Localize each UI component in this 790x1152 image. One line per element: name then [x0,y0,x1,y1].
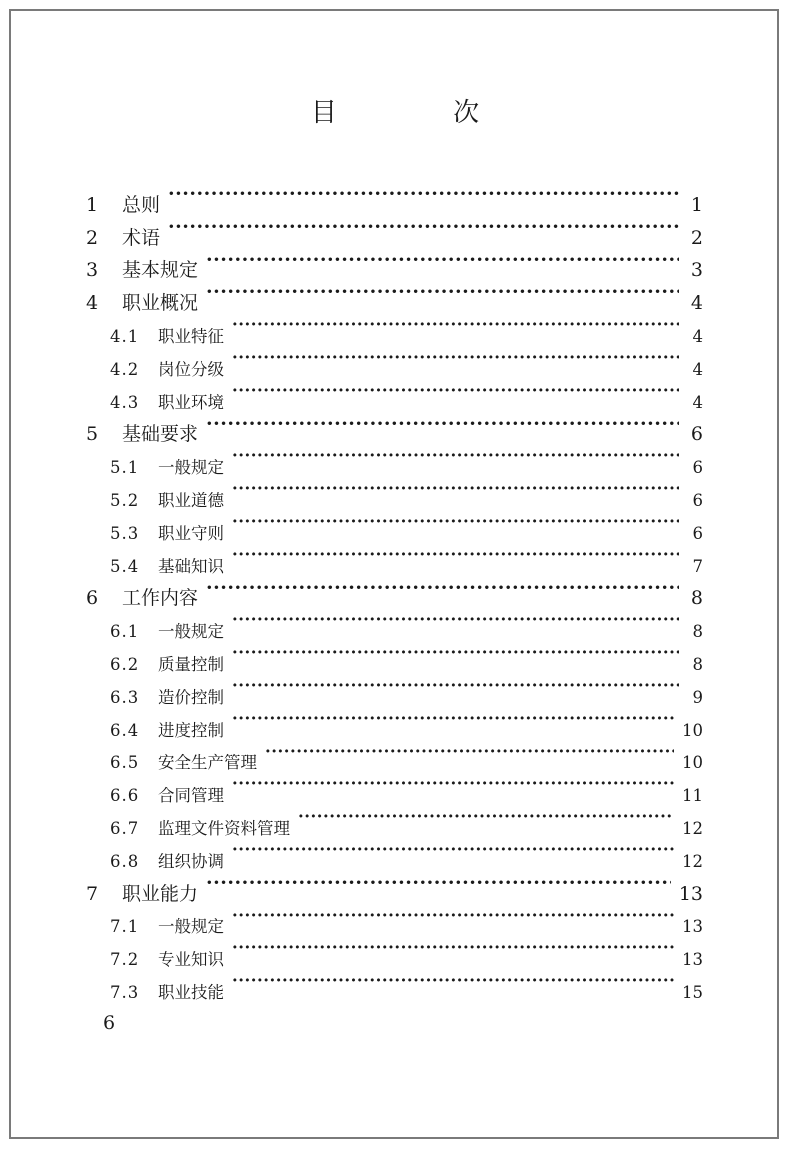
toc-dot-leader [232,440,679,473]
toc-entry-label: 造价控制 [158,687,224,707]
toc-entry-label: 安全生产管理 [158,753,257,773]
toc-entry-label: 一般规定 [158,622,224,642]
toc-entry-label: 职业守则 [158,523,224,543]
toc-entry-number: 6.8 [110,851,140,871]
page-number: 6 [103,1012,116,1034]
toc-entry[interactable] [86,178,703,216]
toc-entry-number: 6.5 [110,753,140,773]
toc-entry-number: 3 [86,259,99,282]
toc-entry-page: 13 [682,917,703,937]
toc-entry-label: 职业概况 [122,292,199,315]
toc-dot-leader [232,834,674,867]
toc-entry-label: 职业环境 [158,392,224,412]
toc-entry-page: 6 [692,523,703,543]
toc-entry-label: 岗位分级 [158,359,224,379]
toc-dot-leader [206,867,671,900]
toc-dot-leader [206,572,679,605]
toc-entry-page: 6 [692,490,703,510]
toc-entry-number: 6.2 [110,654,140,674]
toc-entry-number: 6.4 [110,720,140,740]
toc-entry-page: 1 [690,193,703,216]
toc-entry-label: 职业特征 [158,326,224,346]
toc-entry-number: 4 [86,292,99,315]
toc-dot-leader [168,178,679,211]
toc-entry-label: 基础知识 [158,556,224,576]
toc-entry-label: 基础要求 [122,423,199,446]
table-of-contents [86,178,703,1002]
toc-entry-label: 职业能力 [122,882,199,905]
toc-entry-label: 术语 [122,226,161,249]
toc-entry-page: 6 [692,458,703,478]
toc-entry-number: 5.1 [110,458,140,478]
toc-entry-page: 11 [682,786,703,806]
toc-dot-leader [232,506,679,539]
toc-entry-page: 3 [690,259,703,282]
toc-dot-leader [206,408,679,441]
toc-entry-page: 8 [690,587,703,610]
toc-dot-leader [232,768,674,801]
toc-entry-label: 合同管理 [158,786,224,806]
toc-dot-leader [298,801,674,834]
toc-entry-label: 一般规定 [158,917,224,937]
toc-entry-number: 1 [86,193,99,216]
toc-entry-label: 质量控制 [158,654,224,674]
toc-entry-label: 组织协调 [158,851,224,871]
toc-dot-leader [265,736,674,769]
toc-dot-leader [232,703,674,736]
toc-entry-number: 5.2 [110,490,140,510]
toc-dot-leader [168,211,679,244]
toc-entry-page: 6 [690,423,703,446]
toc-entry-number: 6.1 [110,622,140,642]
toc-entry-number: 7.1 [110,917,140,937]
toc-entry-number: 4.1 [110,326,140,346]
toc-entry-number: 6.6 [110,786,140,806]
toc-entry-number: 6.7 [110,818,140,838]
toc-entry-page: 4 [690,292,703,315]
toc-dot-leader [232,375,679,408]
toc-dot-leader [232,637,679,670]
toc-entry-page: 12 [682,851,703,871]
toc-entry-page: 12 [682,818,703,838]
toc-entry-number: 7 [86,882,99,905]
toc-entry-page: 13 [682,950,703,970]
toc-dot-leader [232,932,674,965]
toc-dot-leader [206,276,679,309]
toc-entry-label: 一般规定 [158,458,224,478]
toc-entry-label: 专业知识 [158,950,224,970]
toc-entry-page: 9 [692,687,703,707]
toc-entry[interactable] [86,211,703,249]
toc-entry-number: 2 [86,226,99,249]
toc-dot-leader [232,965,674,998]
toc-dot-leader [232,539,679,572]
toc-entry-number: 7.2 [110,950,140,970]
toc-entry-label: 基本规定 [122,259,199,282]
toc-dot-leader [232,900,674,933]
toc-entry-page: 7 [692,556,703,576]
toc-entry-label: 工作内容 [122,587,199,610]
toc-dot-leader [206,244,679,277]
toc-entry-number: 5.4 [110,556,140,576]
toc-entry-number: 4.3 [110,392,140,412]
toc-entry-page: 8 [692,654,703,674]
toc-entry-label: 监理文件资料管理 [158,818,290,838]
toc-entry-page: 13 [678,882,703,905]
toc-entry-label: 进度控制 [158,720,224,740]
toc-dot-leader [232,670,679,703]
toc-entry-page: 10 [682,720,703,740]
toc-dot-leader [232,309,679,342]
toc-entry-page: 4 [692,326,703,346]
toc-entry-page: 4 [692,392,703,412]
toc-entry[interactable] [86,244,703,282]
toc-entry-number: 5.3 [110,523,140,543]
toc-dot-leader [232,604,679,637]
toc-entry-number: 6 [86,587,99,610]
toc-entry-label: 总则 [122,193,161,216]
toc-entry-number: 5 [86,423,99,446]
toc-title: 目 次 [310,98,534,128]
toc-dot-leader [232,342,679,375]
toc-entry-page: 8 [692,622,703,642]
toc-entry-number: 6.3 [110,687,140,707]
toc-entry-page: 15 [682,982,703,1002]
toc-dot-leader [232,473,679,506]
toc-entry-label: 职业技能 [158,982,224,1002]
toc-entry-label: 职业道德 [158,490,224,510]
toc-entry-number: 7.3 [110,982,140,1002]
toc-entry-page: 2 [690,226,703,249]
toc-entry-number: 4.2 [110,359,140,379]
toc-entry-page: 4 [692,359,703,379]
toc-entry-page: 10 [682,753,703,773]
